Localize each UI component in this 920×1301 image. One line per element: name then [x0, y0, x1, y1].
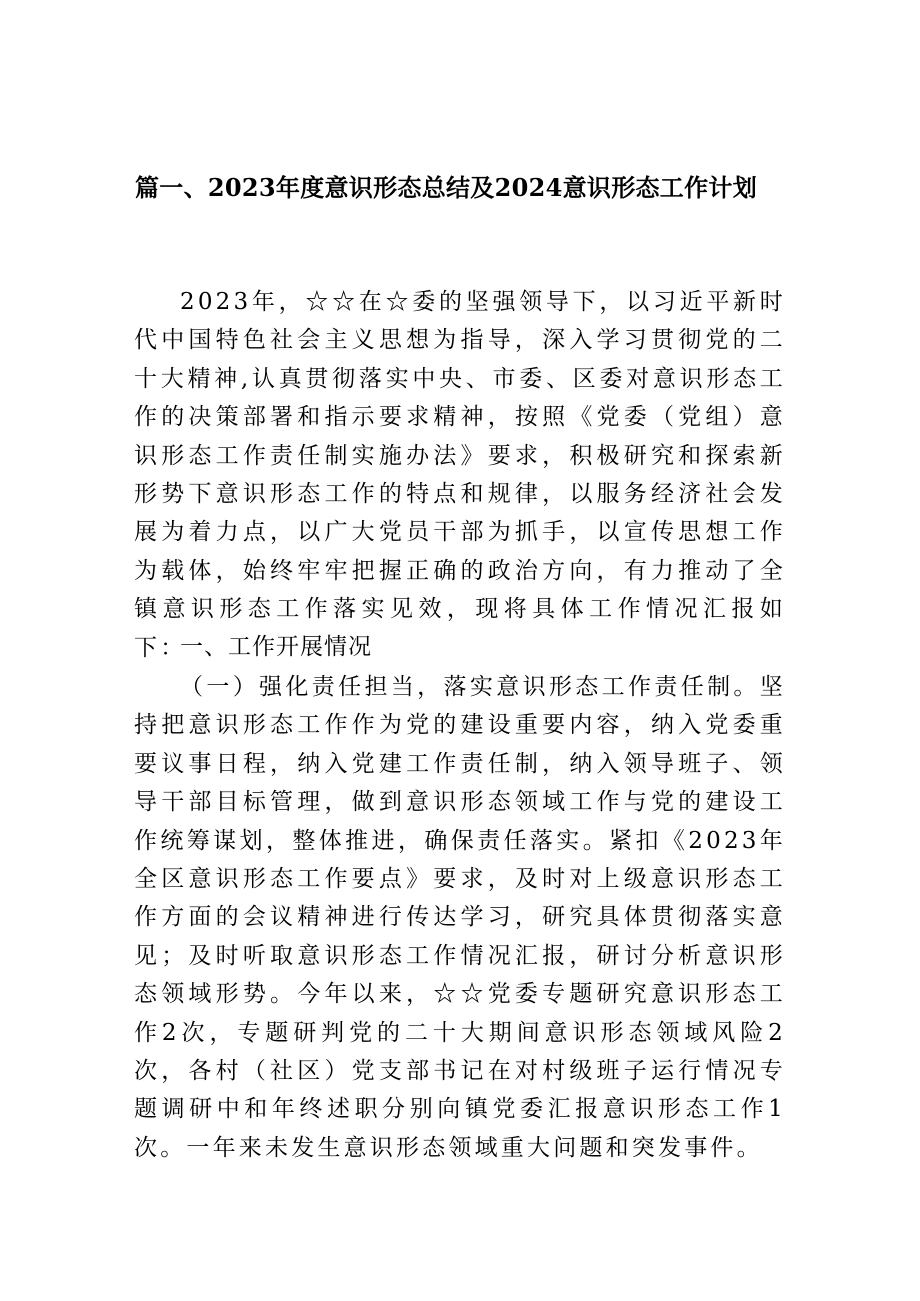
section-paragraph: （一）强化责任担当，落实意识形态工作责任制。坚持把意识形态工作作为党的建设重要内容，纳入党委重要议事日程，纳入党建工作责任制，纳入领导班子、领导干部目标管理，做到意识形态领域工作与党的建设工作统筹谋划，整体推进，确保责任落实。紧扣《2023年全区意识形态工作要点》要求，及时对上级意识形态工作方面的会议精神进行传达学习，研究具体贯彻落实意见；及时听取意识形态工作情况汇报，研讨分析意识形态领域形势。今年以来，☆☆党委专题研究意识形态工作2次，专题研判党的二十大期间意识形态领域风险2次，各村（社区）党支部书记在对村级班子运行情况专题调研中和年终述职分别向镇党委汇报意识形态工作1次。一年来未发生意识形态领域重大问题和突发事件。 — [134, 674, 786, 1161]
section-heading: 一、工作开展情况 — [180, 634, 372, 660]
intro-paragraph: 2023年，☆☆在☆委的坚强领导下，以习近平新时代中国特色社会主义思想为指导，深入学习贯彻党的二十大精神,认真贯彻落实中央、市委、区委对意识形态工作的决策部署和指示要求精神，按照《党委（党组）意识形态工作责任制实施办法》要求，积极研究和探索新形势下意识形态工作的特点和规律，以服务经济社会发展为着力点，以广大党员干部为抓手，以宣传思想工作为载体，始终牢牢把握正确的政治方向，有力推动了全镇意识形态工作落实见效，现将具体工作情况汇报如下： — [134, 289, 786, 661]
document-title: 篇一、2023年度意识形态总结及2024意识形态工作计划 — [135, 173, 757, 202]
